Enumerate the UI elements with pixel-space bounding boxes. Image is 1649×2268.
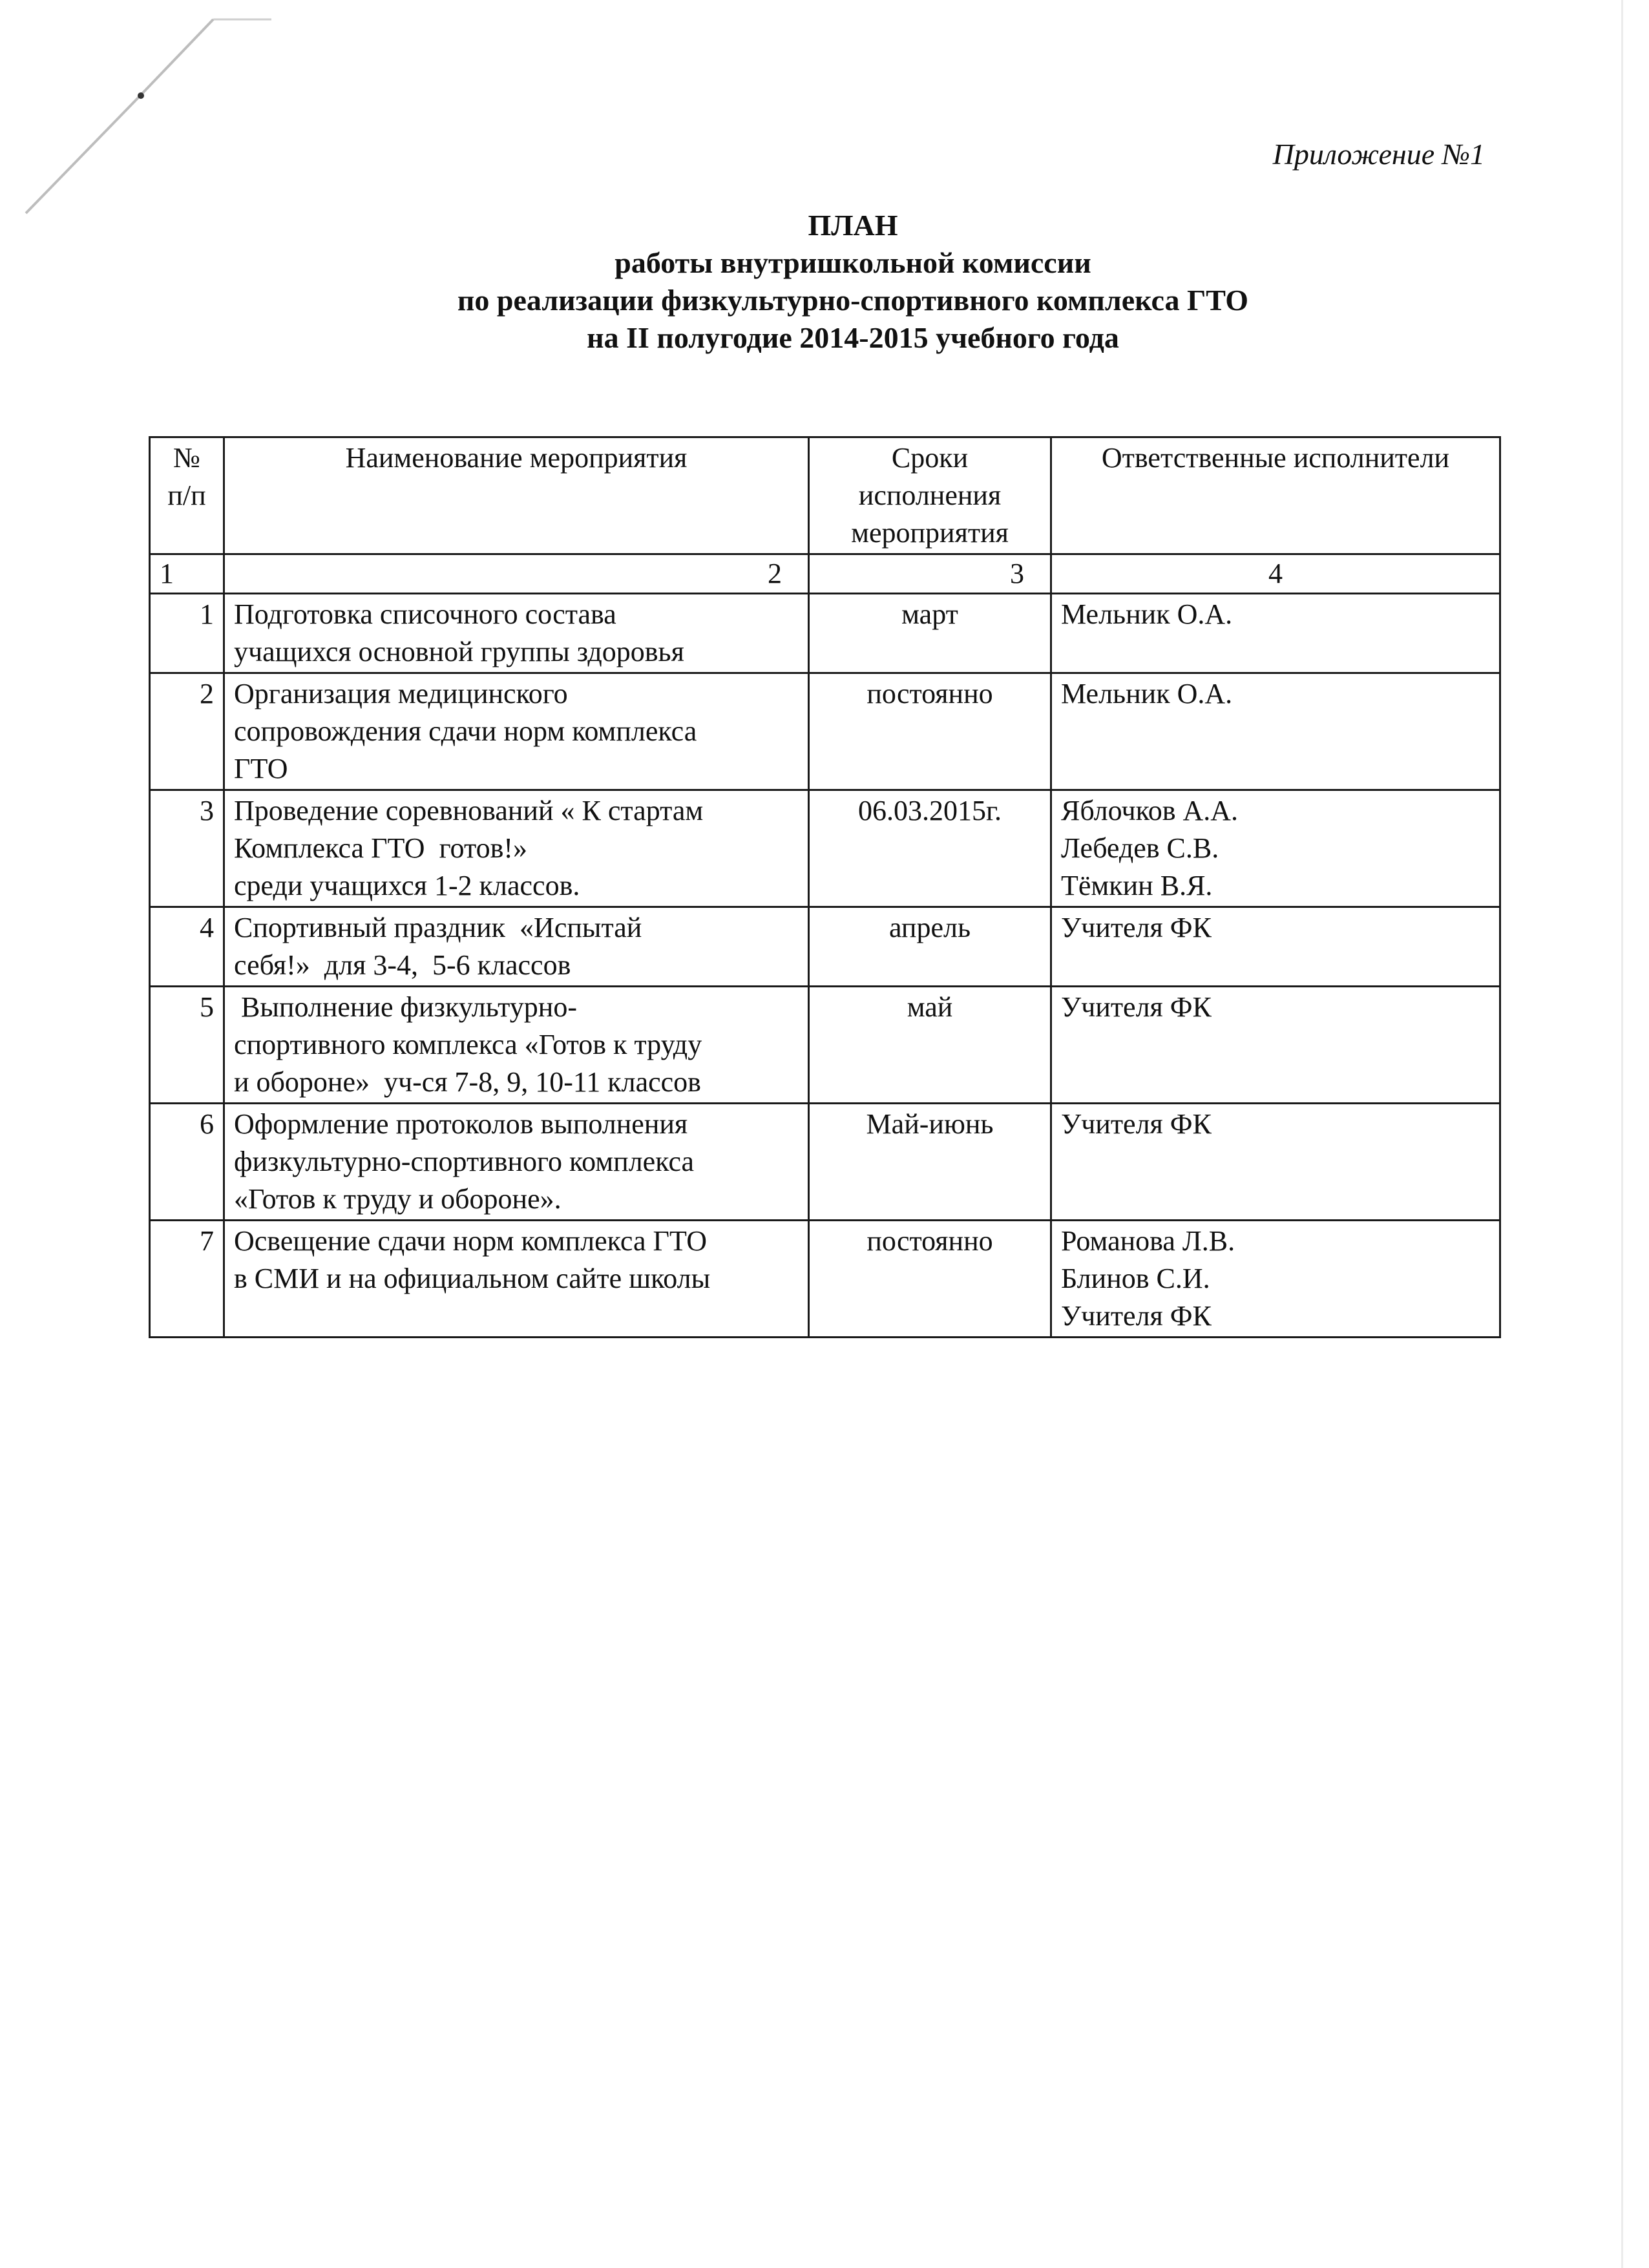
plan-table-body — [150, 594, 1500, 1338]
responsible-person: Тёмкин В.Я. — [1061, 870, 1213, 901]
responsible-person: Учителя ФК — [1061, 912, 1212, 943]
row-number: 3 — [150, 790, 224, 907]
event-name-line: физкультурно-спортивного комплекса — [234, 1146, 695, 1177]
header-dates: Сроки исполнения мероприятия — [809, 437, 1051, 554]
event-name-line: среди учащихся 1-2 классов. — [234, 870, 580, 901]
row-number: 1 — [150, 594, 224, 673]
title-line: работы внутришкольной комиссии — [614, 246, 1091, 279]
event-responsible — [1051, 1221, 1500, 1338]
event-responsible — [1051, 790, 1500, 907]
event-name — [224, 594, 809, 673]
row-number: 7 — [150, 1221, 224, 1338]
header-responsible: Ответственные исполнители — [1051, 437, 1500, 554]
event-name — [224, 1221, 809, 1338]
event-dates: март — [809, 594, 1051, 673]
event-name-line: Освещение сдачи норм комплекса ГТО — [234, 1225, 708, 1257]
table-row — [150, 987, 1500, 1104]
column-number: 3 — [809, 554, 1051, 594]
column-number: 2 — [224, 554, 809, 594]
event-responsible — [1051, 987, 1500, 1104]
event-name-line: Комплекса ГТО готов!» — [234, 832, 528, 864]
document-title — [0, 207, 1649, 357]
responsible-person: Романова Л.В. — [1061, 1225, 1235, 1257]
table-row — [150, 673, 1500, 790]
title-line: на II полугодие 2014-2015 учебного года — [587, 321, 1119, 354]
column-number: 4 — [1051, 554, 1500, 594]
responsible-person: Учителя ФК — [1061, 991, 1212, 1023]
event-name-line: «Готов к труду и обороне». — [234, 1183, 562, 1215]
responsible-person: Мельник О.А. — [1061, 598, 1233, 630]
title-line: ПЛАН — [808, 209, 898, 242]
event-name-line: Подготовка списочного состава — [234, 598, 616, 630]
event-dates: Май-июнь — [809, 1104, 1051, 1221]
responsible-person: Мельник О.А. — [1061, 678, 1233, 709]
event-dates: 06.03.2015г. — [809, 790, 1051, 907]
event-dates: постоянно — [809, 1221, 1051, 1338]
column-number-row — [150, 554, 1500, 594]
event-name-line: Спортивный праздник «Испытай — [234, 912, 642, 943]
event-name-line: ГТО — [234, 753, 288, 784]
event-name-line: в СМИ и на официальном сайте школы — [234, 1263, 711, 1294]
event-name — [224, 907, 809, 987]
plan-table — [149, 436, 1501, 1338]
event-dates: май — [809, 987, 1051, 1104]
table-row — [150, 790, 1500, 907]
row-number: 6 — [150, 1104, 224, 1221]
table-row — [150, 907, 1500, 987]
event-name-line: Проведение соревнований « К стартам — [234, 795, 704, 826]
event-dates: апрель — [809, 907, 1051, 987]
table-row — [150, 594, 1500, 673]
event-dates: постоянно — [809, 673, 1051, 790]
event-responsible — [1051, 1104, 1500, 1221]
event-responsible — [1051, 907, 1500, 987]
event-responsible — [1051, 594, 1500, 673]
title-line: по реализации физкультурно-спортивного комплекса ГТО — [457, 284, 1249, 317]
event-name-line: спортивного комплекса «Готов к труду — [234, 1029, 702, 1060]
event-name — [224, 987, 809, 1104]
responsible-person: Учителя ФК — [1061, 1300, 1212, 1332]
responsible-person: Яблочков А.А. — [1061, 795, 1239, 826]
row-number: 2 — [150, 673, 224, 790]
event-name-line: Оформление протоколов выполнения — [234, 1108, 688, 1140]
event-name-line: Выполнение физкультурно- — [234, 991, 577, 1023]
row-number: 5 — [150, 987, 224, 1104]
table-row — [150, 1104, 1500, 1221]
row-number: 4 — [150, 907, 224, 987]
event-name-line: Организация медицинского — [234, 678, 568, 709]
responsible-person: Блинов С.И. — [1061, 1263, 1210, 1294]
event-name — [224, 1104, 809, 1221]
table-header-row — [150, 437, 1500, 554]
event-name-line: себя!» для 3-4, 5-6 классов — [234, 949, 571, 981]
table-row — [150, 1221, 1500, 1338]
responsible-person: Лебедев С.В. — [1061, 832, 1219, 864]
responsible-person: Учителя ФК — [1061, 1108, 1212, 1140]
appendix-label: Приложение №1 — [1272, 138, 1485, 171]
event-name — [224, 673, 809, 790]
header-name: Наименование мероприятия — [224, 437, 809, 554]
event-name-line: сопровождения сдачи норм комплекса — [234, 715, 697, 747]
event-responsible — [1051, 673, 1500, 790]
event-name-line: и обороне» уч-ся 7-8, 9, 10-11 классов — [234, 1066, 701, 1098]
header-num: № п/п — [150, 437, 224, 554]
event-name — [224, 790, 809, 907]
event-name-line: учащихся основной группы здоровья — [234, 636, 684, 667]
column-number: 1 — [150, 554, 224, 594]
